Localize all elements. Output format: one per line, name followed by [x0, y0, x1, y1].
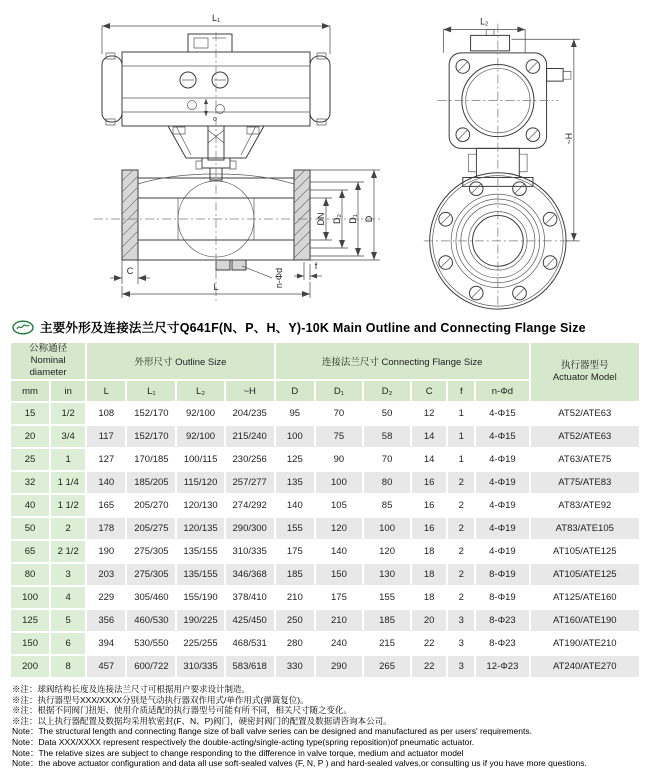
header-col-D2: D₂ [364, 381, 410, 401]
cell-in: 1 1/2 [51, 495, 85, 516]
cell-n-phi-d: 4-Φ15 [476, 403, 528, 424]
cell-f: 3 [448, 610, 474, 631]
cell-L1: 275/305 [127, 541, 175, 562]
cell-D: 95 [276, 403, 314, 424]
cell-actuator-model: AT75/ATE83 [531, 472, 639, 493]
cell-D: 125 [276, 449, 314, 470]
table-row [11, 564, 639, 585]
cell-in: 3 [51, 564, 85, 585]
cell-f: 1 [448, 403, 474, 424]
cell-L2: 135/155 [177, 541, 223, 562]
cell-in: 4 [51, 587, 85, 608]
cell-f: 2 [448, 587, 474, 608]
dimension-table [9, 341, 641, 679]
cell-D2: 85 [364, 495, 410, 516]
cell-f: 3 [448, 656, 474, 677]
cell-n-phi-d: 4-Φ19 [476, 518, 528, 539]
cell-in: 3/4 [51, 426, 85, 447]
dim-label-l2: L₂ [480, 16, 489, 27]
cell-L2: 115/120 [177, 472, 223, 493]
cell-D1: 140 [316, 541, 362, 562]
cell-H: 583/618 [226, 656, 274, 677]
note-zh: ※注：球阀结构长度及连接法兰尺寸可根据用户要求设计制造。 [12, 684, 251, 694]
cell-f: 3 [448, 633, 474, 654]
cell-L1: 152/170 [127, 403, 175, 424]
cell-in: 1 1/4 [51, 472, 85, 493]
cell-in: 5 [51, 610, 85, 631]
cell-D: 250 [276, 610, 314, 631]
cell-D1: 150 [316, 564, 362, 585]
dim-label-l1: L₁ [211, 13, 221, 23]
brand-logo-icon [12, 320, 34, 335]
cell-H: 204/235 [226, 403, 274, 424]
header-connecting-flange-size: 连接法兰尺寸 Connecting Flange Size [276, 343, 529, 379]
cell-in: 2 1/2 [51, 541, 85, 562]
cell-H: 346/368 [226, 564, 274, 585]
table-row [11, 449, 639, 470]
cell-f: 2 [448, 518, 474, 539]
header-col-D1: D₁ [316, 381, 362, 401]
cell-f: 2 [448, 541, 474, 562]
cell-C: 22 [412, 633, 446, 654]
cell-C: 12 [412, 403, 446, 424]
cell-mm: 15 [11, 403, 49, 424]
cell-f: 2 [448, 495, 474, 516]
table-row [11, 495, 639, 516]
cell-C: 16 [412, 495, 446, 516]
cell-L1: 460/530 [127, 610, 175, 631]
header-col-L2: L₂ [177, 381, 223, 401]
table-row [11, 472, 639, 493]
cell-D2: 265 [364, 656, 410, 677]
cell-actuator-model: AT105/ATE125 [531, 564, 639, 585]
cell-mm: 200 [11, 656, 49, 677]
cell-L2: 92/100 [177, 426, 223, 447]
cell-L: 229 [87, 587, 125, 608]
cell-actuator-model: AT160/ATE190 [531, 610, 639, 631]
cell-n-phi-d: 8-Φ19 [476, 587, 528, 608]
cell-D2: 215 [364, 633, 410, 654]
cell-f: 1 [448, 449, 474, 470]
cell-C: 14 [412, 449, 446, 470]
note-en: Note：Data XXX/XXXX represent respectively the double-acting/single-acting type(spring reposition)of pneumatic actuator. [12, 736, 475, 747]
table-header [11, 343, 639, 401]
cell-n-phi-d: 4-Φ19 [476, 472, 528, 493]
header-nominal-diameter: 公称通径 Nominal diameter [11, 343, 85, 379]
cell-C: 16 [412, 472, 446, 493]
header-col-n-phi-d: n-Φd [476, 381, 528, 401]
header-col-f: f [448, 381, 474, 401]
cell-C: 20 [412, 610, 446, 631]
cell-n-phi-d: 4-Φ19 [476, 541, 528, 562]
cell-D: 135 [276, 472, 314, 493]
dim-label-h: ~H [563, 132, 574, 145]
cell-actuator-model: AT105/ATE125 [531, 541, 639, 562]
note-zh: ※注：以上执行器配置及数据均采用软密封(F、N、P)阀门，硬密封阀门的配置及数据请咨询本公司。 [12, 715, 392, 726]
cell-L: 165 [87, 495, 125, 516]
cell-f: 1 [448, 426, 474, 447]
header-col-L: L [87, 381, 125, 401]
cell-mm: 80 [11, 564, 49, 585]
cell-L2: 120/130 [177, 495, 223, 516]
header-col-L1: L₁ [127, 381, 175, 401]
cell-n-phi-d: 8-Φ23 [476, 633, 528, 654]
cell-H: 257/277 [226, 472, 274, 493]
table-body [11, 403, 639, 677]
cell-L: 457 [87, 656, 125, 677]
cell-L1: 185/205 [127, 472, 175, 493]
cell-D2: 100 [364, 518, 410, 539]
cell-mm: 65 [11, 541, 49, 562]
cell-L1: 305/460 [127, 587, 175, 608]
table-row [11, 656, 639, 677]
table-row [11, 518, 639, 539]
cell-D1: 175 [316, 587, 362, 608]
cell-n-phi-d: 8-Φ19 [476, 564, 528, 585]
cell-actuator-model: AT83/ATE92 [531, 495, 639, 516]
cell-H: 425/450 [226, 610, 274, 631]
cell-f: 2 [448, 472, 474, 493]
section-title-bar [12, 318, 650, 336]
cell-L2: 120/135 [177, 518, 223, 539]
cell-D2: 155 [364, 587, 410, 608]
dim-label-d1: D₁ [348, 214, 358, 224]
cell-D2: 130 [364, 564, 410, 585]
notes-section [12, 684, 650, 769]
cell-mm: 150 [11, 633, 49, 654]
header-actuator-model: 执行器型号 Actuator Model [531, 343, 639, 401]
cell-mm: 100 [11, 587, 49, 608]
cell-D1: 240 [316, 633, 362, 654]
cell-D: 100 [276, 426, 314, 447]
cell-L2: 225/255 [177, 633, 223, 654]
technical-drawings [0, 0, 650, 312]
dim-label-c: C [126, 266, 134, 276]
cell-actuator-model: AT63/ATE75 [531, 449, 639, 470]
cell-L: 394 [87, 633, 125, 654]
cell-H: 310/335 [226, 541, 274, 562]
cell-f: 2 [448, 564, 474, 585]
cell-n-phi-d: 8-Φ23 [476, 610, 528, 631]
cell-D1: 75 [316, 426, 362, 447]
side-view-drawing [378, 10, 608, 312]
cell-D2: 50 [364, 403, 410, 424]
cell-D: 175 [276, 541, 314, 562]
cell-C: 14 [412, 426, 446, 447]
cell-L2: 155/190 [177, 587, 223, 608]
note-zh: ※注：根据不同阀门扭矩、使用介质适配的执行器型号可能有所不同，相关尺寸随之变化。 [12, 705, 353, 716]
cell-L: 108 [87, 403, 125, 424]
cell-D: 210 [276, 587, 314, 608]
dim-label-d: D [364, 215, 374, 223]
table-row [11, 426, 639, 447]
cell-L2: 100/115 [177, 449, 223, 470]
cell-actuator-model: AT190/ATE210 [531, 633, 639, 654]
dim-label-dn: DN [316, 212, 326, 226]
cell-D: 280 [276, 633, 314, 654]
cell-L1: 530/550 [127, 633, 175, 654]
table-row [11, 610, 639, 631]
table-row [11, 633, 639, 654]
note-zh: ※注：执行器型号XXX/XXXX分别是气动执行器双作用式/单作用式(弹簧复位)。 [12, 694, 309, 705]
cell-D2: 70 [364, 449, 410, 470]
cell-D: 185 [276, 564, 314, 585]
cell-D1: 120 [316, 518, 362, 539]
cell-actuator-model: AT52/ATE63 [531, 426, 639, 447]
cell-L1: 205/275 [127, 518, 175, 539]
note-en: Note：the above actuator configuration and data all use soft-sealed valves (F, N, P ) and hard-sealed valves,or consulting us if you have more questions. [12, 758, 587, 769]
cell-L: 190 [87, 541, 125, 562]
cell-D1: 90 [316, 449, 362, 470]
cell-in: 1 [51, 449, 85, 470]
cell-L: 203 [87, 564, 125, 585]
dim-label-f: f [314, 261, 318, 271]
cell-in: 6 [51, 633, 85, 654]
cell-actuator-model: AT240/ATE270 [531, 656, 639, 677]
cell-H: 290/300 [226, 518, 274, 539]
cell-mm: 50 [11, 518, 49, 539]
cell-D1: 70 [316, 403, 362, 424]
table-row [11, 587, 639, 608]
cell-in: 1/2 [51, 403, 85, 424]
header-col-D: D [276, 381, 314, 401]
dim-label-n-phi-d: n-Φd [274, 267, 284, 289]
cell-mm: 40 [11, 495, 49, 516]
cell-n-phi-d: 12-Φ23 [476, 656, 528, 677]
cell-actuator-model: AT83/ATE105 [531, 518, 639, 539]
cell-mm: 25 [11, 449, 49, 470]
page-title [40, 318, 586, 336]
cell-in: 2 [51, 518, 85, 539]
table-row [11, 403, 639, 424]
cell-L1: 275/305 [127, 564, 175, 585]
note-en: Note：The relative sizes are subject to change responding to the difference in valve torque, medium and actuator model [12, 747, 464, 758]
cell-C: 18 [412, 587, 446, 608]
cell-L2: 135/155 [177, 564, 223, 585]
cell-D1: 105 [316, 495, 362, 516]
cell-mm: 32 [11, 472, 49, 493]
cell-actuator-model: AT52/ATE63 [531, 403, 639, 424]
page-title-en: Main Outline and Connecting Flange Size [332, 321, 586, 335]
cell-n-phi-d: 4-Φ15 [476, 426, 528, 447]
cell-C: 18 [412, 564, 446, 585]
cell-D2: 80 [364, 472, 410, 493]
cell-D: 330 [276, 656, 314, 677]
cell-L2: 92/100 [177, 403, 223, 424]
cell-H: 378/410 [226, 587, 274, 608]
cell-D1: 290 [316, 656, 362, 677]
table-row [11, 541, 639, 562]
cell-mm: 20 [11, 426, 49, 447]
cell-D: 140 [276, 495, 314, 516]
cell-D2: 120 [364, 541, 410, 562]
cell-L1: 170/185 [127, 449, 175, 470]
cell-mm: 125 [11, 610, 49, 631]
cell-H: 274/292 [226, 495, 274, 516]
header-outline-size: 外形尺寸 Outline Size [87, 343, 274, 379]
cell-C: 22 [412, 656, 446, 677]
cell-D1: 210 [316, 610, 362, 631]
header-in: in [51, 381, 85, 401]
cell-n-phi-d: 4-Φ19 [476, 449, 528, 470]
dim-label-d2: D₂ [332, 214, 342, 224]
cell-L: 117 [87, 426, 125, 447]
cell-L1: 600/722 [127, 656, 175, 677]
cell-C: 18 [412, 541, 446, 562]
note-en: Note：The structural length and connecting flange size of ball valve series can be designed and manufactured as per users' requirements. [12, 726, 532, 737]
cell-L2: 190/225 [177, 610, 223, 631]
header-mm: mm [11, 381, 49, 401]
front-view-drawing [70, 6, 390, 308]
cell-L1: 205/270 [127, 495, 175, 516]
cell-actuator-model: AT125/ATE160 [531, 587, 639, 608]
cell-H: 468/531 [226, 633, 274, 654]
header-col-C: C [412, 381, 446, 401]
cell-D1: 100 [316, 472, 362, 493]
cell-L: 140 [87, 472, 125, 493]
cell-L: 127 [87, 449, 125, 470]
cell-D2: 185 [364, 610, 410, 631]
cell-in: 8 [51, 656, 85, 677]
cell-L1: 152/170 [127, 426, 175, 447]
cell-L: 356 [87, 610, 125, 631]
cell-C: 16 [412, 518, 446, 539]
cell-H: 215/240 [226, 426, 274, 447]
cell-H: 230/256 [226, 449, 274, 470]
cell-L2: 310/335 [177, 656, 223, 677]
cell-n-phi-d: 4-Φ19 [476, 495, 528, 516]
header-col-H: ~H [226, 381, 274, 401]
cell-D: 155 [276, 518, 314, 539]
cell-D2: 58 [364, 426, 410, 447]
dim-label-l: L [213, 282, 219, 292]
page-title-zh: 主要外形及连接法兰尺寸Q641F(N、P、H、Y)-10K [40, 321, 330, 335]
cell-L: 178 [87, 518, 125, 539]
